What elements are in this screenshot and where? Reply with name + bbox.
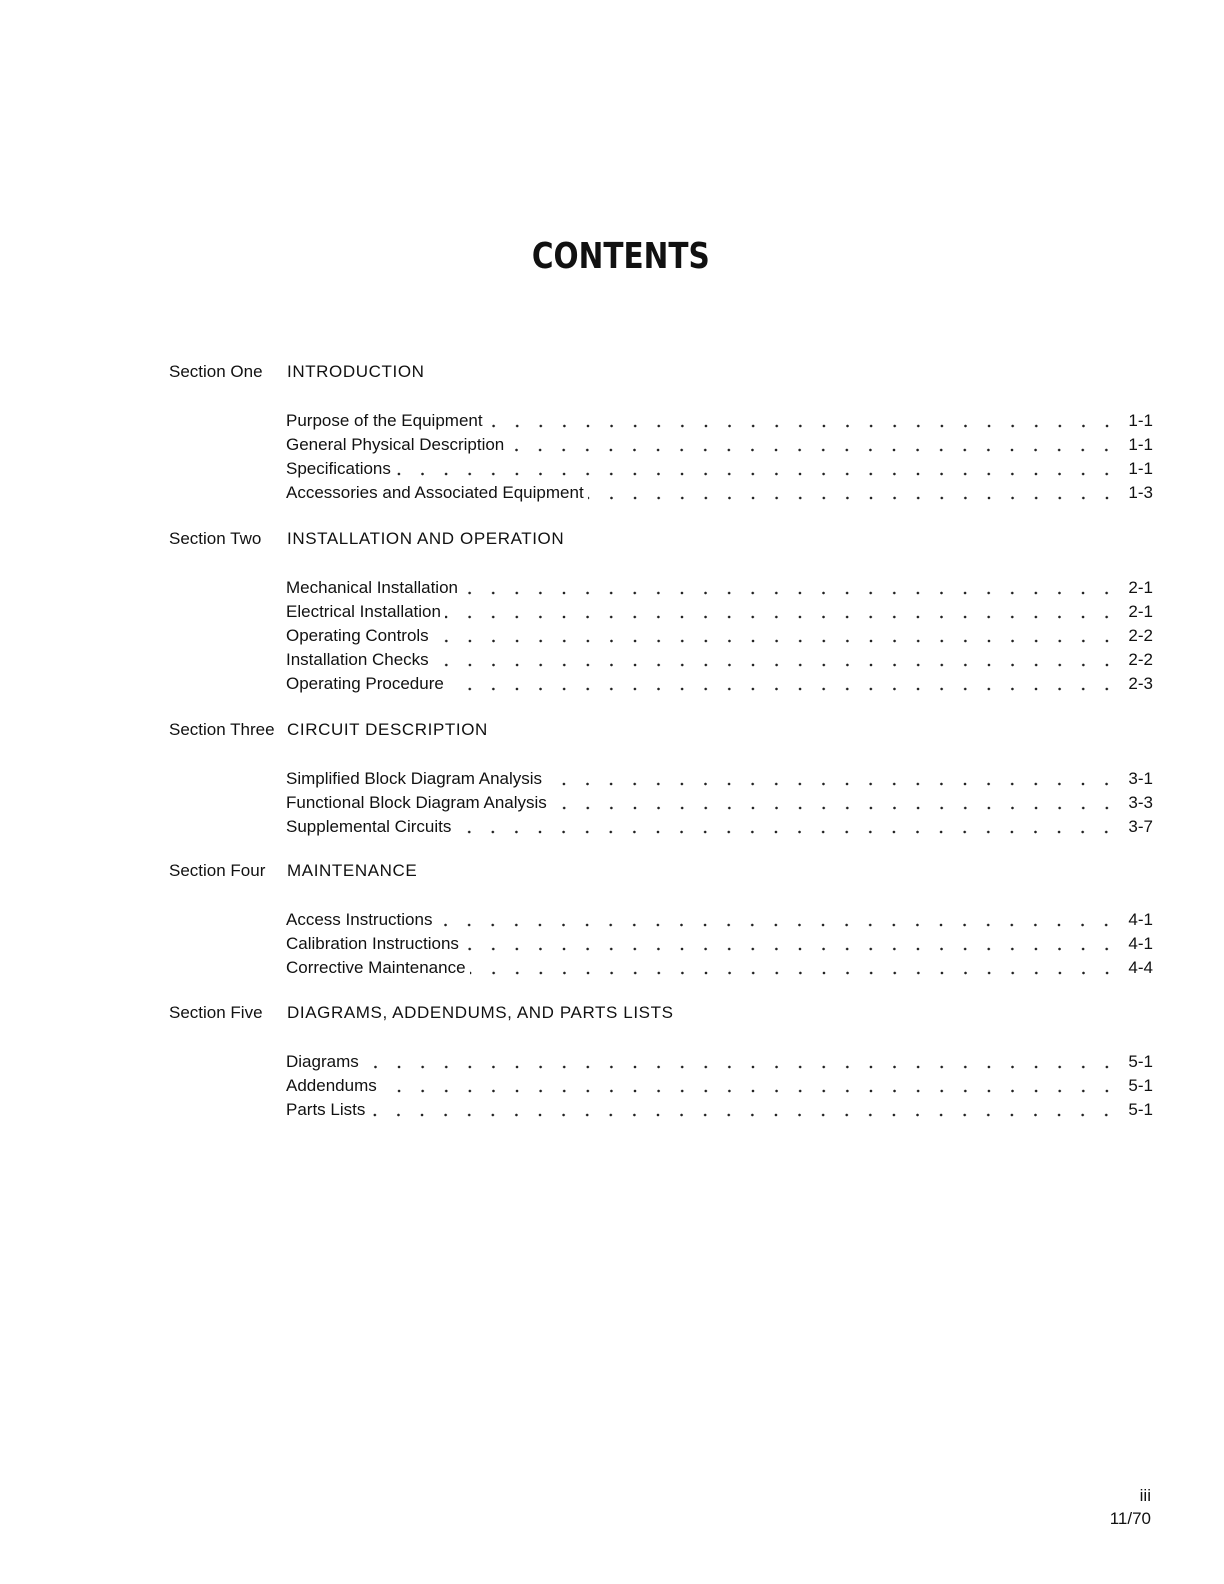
toc-entry[interactable] [286, 433, 1153, 457]
section-label: Section One [169, 362, 263, 381]
dot-leader [546, 769, 1118, 786]
entry-title: Purpose of the Equipment [286, 411, 487, 431]
dot-leader [381, 1076, 1119, 1093]
toc-entry[interactable] [286, 815, 1153, 839]
toc-entry[interactable] [286, 576, 1153, 600]
dot-leader [363, 1052, 1119, 1069]
dot-leader [455, 817, 1118, 834]
entry-title: Accessories and Associated Equipment [286, 483, 588, 503]
section-heading: INSTALLATION AND OPERATION [287, 529, 565, 548]
entry-title: Operating Procedure [286, 674, 448, 694]
entry-list [286, 409, 1153, 505]
section-heading: DIAGRAMS, ADDENDUMS, AND PARTS LISTS [287, 1003, 674, 1022]
entry-title: Specifications [286, 459, 395, 479]
dot-leader [463, 934, 1119, 951]
entry-page-number: 1-1 [1128, 435, 1153, 454]
entry-list [286, 576, 1153, 696]
section-heading: CIRCUIT DESCRIPTION [287, 720, 488, 739]
toc-entry[interactable] [286, 409, 1153, 433]
dot-leader [445, 602, 1118, 619]
toc-entry[interactable] [286, 956, 1153, 980]
dot-leader [470, 958, 1119, 975]
dot-leader [462, 578, 1118, 595]
entry-page-number: 4-1 [1128, 934, 1153, 953]
entry-page-number: 5-1 [1128, 1052, 1153, 1071]
section-heading: MAINTENANCE [287, 861, 418, 880]
toc-entry[interactable] [286, 457, 1153, 481]
dot-leader [436, 910, 1118, 927]
toc-entry[interactable] [286, 600, 1153, 624]
page-footer [1110, 1484, 1151, 1530]
toc-entry[interactable] [286, 481, 1153, 505]
toc-entry[interactable] [286, 1074, 1153, 1098]
toc-entry[interactable] [286, 932, 1153, 956]
section-label: Section Two [169, 529, 262, 548]
entry-page-number: 1-3 [1128, 483, 1153, 502]
entry-title: Calibration Instructions [286, 934, 463, 954]
section-label: Section Five [169, 1003, 263, 1022]
toc-entry[interactable] [286, 908, 1153, 932]
entry-title: Functional Block Diagram Analysis [286, 793, 551, 813]
entry-page-number: 5-1 [1128, 1100, 1153, 1119]
dot-leader [448, 674, 1119, 691]
dot-leader [433, 650, 1119, 667]
entry-title: Corrective Maintenance [286, 958, 470, 978]
entry-page-number: 2-2 [1128, 626, 1153, 645]
entry-page-number: 5-1 [1128, 1076, 1153, 1095]
dot-leader [588, 483, 1119, 500]
dot-leader [487, 411, 1119, 428]
toc-entry[interactable] [286, 648, 1153, 672]
toc-entry[interactable] [286, 624, 1153, 648]
entry-page-number: 1-1 [1128, 459, 1153, 478]
entry-list [286, 908, 1153, 980]
entry-list [286, 767, 1153, 839]
entry-list [286, 1050, 1153, 1122]
entry-title: Electrical Installation [286, 602, 445, 622]
section-label: Section Four [169, 861, 266, 880]
dot-leader [433, 626, 1119, 643]
footer-page-number: iii [1139, 1486, 1151, 1505]
section-label: Section Three [169, 720, 275, 739]
entry-title: Mechanical Installation [286, 578, 462, 598]
entry-page-number: 4-4 [1128, 958, 1153, 977]
entry-title: Access Instructions [286, 910, 436, 930]
entry-title: Installation Checks [286, 650, 433, 670]
entry-title: General Physical Description [286, 435, 508, 455]
toc-entry[interactable] [286, 767, 1153, 791]
entry-page-number: 2-2 [1128, 650, 1153, 669]
dot-leader [551, 793, 1119, 810]
section-heading: INTRODUCTION [287, 362, 425, 381]
footer-date: 11/70 [1109, 1509, 1151, 1528]
entry-title: Simplified Block Diagram Analysis [286, 769, 546, 789]
dot-leader [508, 435, 1118, 452]
toc-entry[interactable] [286, 1050, 1153, 1074]
entry-title: Operating Controls [286, 626, 433, 646]
entry-page-number: 4-1 [1128, 910, 1153, 929]
entry-page-number: 1-1 [1128, 411, 1153, 430]
toc-entry[interactable] [286, 791, 1153, 815]
entry-page-number: 2-1 [1128, 578, 1153, 597]
entry-page-number: 3-7 [1128, 817, 1153, 836]
entry-title: Parts Lists [286, 1100, 369, 1120]
dot-leader [369, 1100, 1118, 1117]
entry-page-number: 3-3 [1128, 793, 1153, 812]
page-title: CONTENTS [531, 236, 710, 277]
entry-title: Diagrams [286, 1052, 363, 1072]
entry-title: Addendums [286, 1076, 381, 1096]
toc-entry[interactable] [286, 1098, 1153, 1122]
entry-page-number: 3-1 [1128, 769, 1153, 788]
toc-entry[interactable] [286, 672, 1153, 696]
entry-page-number: 2-1 [1128, 602, 1153, 621]
entry-title: Supplemental Circuits [286, 817, 455, 837]
dot-leader [395, 459, 1119, 476]
entry-page-number: 2-3 [1128, 674, 1153, 693]
